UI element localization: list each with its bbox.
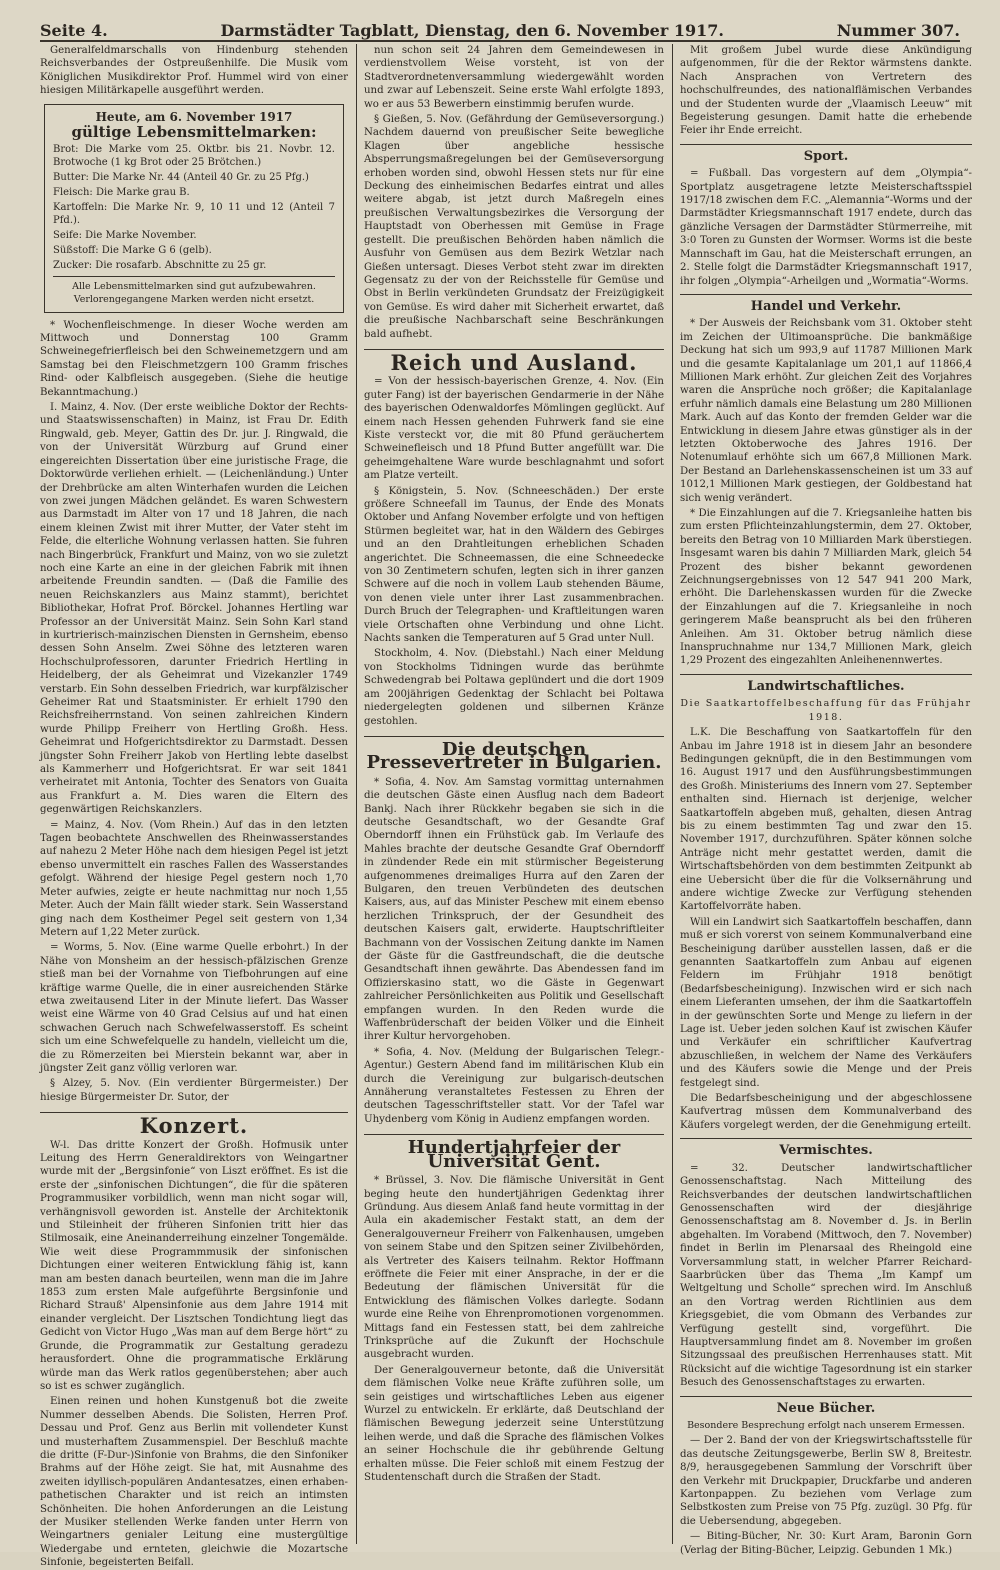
article-text: Mit großem Jubel wurde diese Ankündigung aufgenommen, für die der Rektor wärmstens dankte. Nach Ansprachen von Vertretern des hochschulfreundes, des nationalflämischen Verbandes und der Studenten wurde der „Vlaamisch Leeuw“ mit Begeisterung gesungen. Damit hatte die erhebende Feier ihr Ende erreicht. — [680, 45, 972, 137]
column-3 — [680, 44, 972, 1556]
section-title-sport: Sport. — [680, 144, 972, 163]
box-title: Heute, am 6. November 1917 — [95, 109, 293, 124]
article-text: * Sofia, 4. Nov. (Meldung der Bulgarischen Telegr.-Agentur.) Gestern Abend fand im militärischen Klub ein durch die Vereinigung zur bulgarisch-deutschen Annäherung veranstaltetes Festessen zu Ehren der deutschen Tagesschriftsteller statt. Vor der Tafel war Uhydenberg vom König in Audienz empfangen worden. — [364, 1046, 664, 1125]
ration-card-box — [44, 104, 344, 313]
section-title-konzert: Konzert. — [40, 1112, 348, 1132]
column-rule — [672, 44, 673, 1544]
box-subtitle: gültige Lebensmittelmarken: — [71, 122, 317, 141]
article-text: = Mainz, 4. Nov. (Vom Rhein.) Auf das in den letzten Tagen beobachtete Anschwellen des Rheinwasserstandes auf nahezu 2 Meter Höhe nach dem hiesigen Pegel ist jetzt ebenso unvermittelt ein rasches Fallen des Wasserstandes gefolgt. Während der hiesige Pegel gestern noch 1,70 Meter aufwies, zeigte er heute nachmittag nur noch 1,55 Meter. Auch der Main fällt wieder stark. Sein Wasserstand ging nach dem Kostheimer Pegel seit gestern von 1,34 Metern auf 1,22 Meter zurück. — [40, 819, 348, 938]
article-text: = Von der hessisch-bayerischen Grenze, 4. Nov. (Ein guter Fang) ist der bayerischen Gendarmerie in der Nähe des bayerischen Odenwaldorfes Mömlingen geglückt. Auf einem nach Hessen gehenden Fuhrwerk fand sie eine Kiste versteckt vor, die mit 80 Pfund geräuchertem Schweinefleisch und 18 Pfund Butter angefüllt war. Die geheimgehaltene Ware wurde beschlagnahmt und sofort am Platze verteilt. — [364, 376, 664, 482]
section-title-vermischtes: Vermischtes. — [680, 1138, 972, 1157]
section-title-reich: Reich und Ausland. — [364, 349, 664, 369]
article-text: Die Bedarfsbescheinigung und der abgeschlossene Kaufvertrag müssen dem Kommunalverband des Käufers vorgelegt werden, der die Genehmigung erteilt. — [680, 1093, 972, 1131]
ration-row: Seife: Die Marke November. — [53, 229, 197, 241]
ration-row: Kartoffeln: Die Marke Nr. 9, 10 11 und 12 (Anteil 7 Pfd.). — [53, 201, 335, 226]
article-text: — Der 2. Band der von der Kriegswirtschaftsstelle für das deutsche Zeitungsgewerbe, Berlin SW 8, Breitestr. 8/9, herausgegebenen Sammlung der Vorschrift über den Verkehr mit Druckpapier, Druckfarbe und anderen Kartonpappen. Zu beziehen vom Verlage zum Selbstkosten zum Preise von 75 Pfg. zuzügl. 30 Pfg. für die Uebersendung, abgegeben. — [680, 1435, 972, 1527]
ration-row: Süßstoff: Die Marke G 6 (gelb). — [53, 244, 212, 256]
section-title-gent: Hundertjahrfeier der Universität Gent. — [364, 1134, 664, 1168]
article-text: § Gießen, 5. Nov. (Gefährdung der Gemüseversorgung.) Nachdem dauernd von preußischer Seite bewegliche Klagen über angebliche hessische Absperrungsmaßregelungen bei der Gemüseversorgung erhoben worden sind, obwohl Hessen stets nur für eine Deckung des einheimischen Bedarfes eintrat und alles weitere abgab, ist jetzt durch Maßregeln eines preußischen Verwaltungsbezirkes die Versorgung der Hauptstadt von Oberhessen mit Gemüse in Frage gestellt. Die preußischen Behörden haben nämlich die Ausfuhr von Gemüsen aus dem Bezirk Wetzlar nach Gießen untersagt. Dieses Verbot steht zwar im direkten Gegensatz zu der von der Reichsstelle für Gemüse und Obst in Berlin verkündeten Grundsatz der Freizügigkeit von Gemüse. Es wird daher mit Sicherheit erwartet, daß die preußische Nachbarschaft seine Beschränkungen bald aufhebt. — [364, 114, 664, 340]
article-text: Stockholm, 4. Nov. (Diebstahl.) Nach einer Meldung von Stockholms Tidningen wurde das berühmte Schwedengrab bei Poltawa geplündert und die dort 1909 am 200jährigen Gedenktag der Schlacht bei Poltawa niedergelegten goldenen und silbernen Kränze gestohlen. — [364, 648, 664, 727]
article-text: * Sofia, 4. Nov. Am Samstag vormittag unternahmen die deutschen Gäste einen Ausflug nach dem Badeort Bankj. Nach ihrer Rückkehr begaben sie sich in die deutsche Gesandtschaft, wo der Gesandte Graf Oberndorff ihnen ein Frühstück gab. Im Verlaufe des Mahles brachte der deutsche Gesandte Graf Oberndorff in zündender Rede ein mit stürmischer Begeisterung aufgenommenes dreimaliges Hurra auf den Zaren der Bulgaren, den treuen Verbündeten des deutschen Kaisers, aus, auf das Minister Peschew mit einem ebenso herzlichen Trinkspruch, der der Gesundheit des deutschen Kaisers galt, erwiderte. Hauptschriftleiter Bachmann von der Vossischen Zeitung dankte im Namen der Gäste für die Gastfreundschaft, die die deutsche Gesandtschaft ihnen gewährte. Das Abendessen fand im Offizierskasino statt, wo die Gäste in Gegenwart zahlreicher Persönlichkeiten aus Politik und Gesellschaft empfangen wurden. In den Reden wurde die Waffenbrüderschaft der beiden Völker und die Einheit ihrer Kultur hervorgehoben. — [364, 776, 664, 1043]
article-text: Der Generalgouverneur betonte, daß die Universität dem flämischen Volke neue Kräfte zuführen solle, um sein geistiges und wirtschaftliches Leben aus eigener Wurzel zu entwickeln. Er erklärte, daß Deutschland der flämischen Bewegung jederzeit seine Unterstützung leihen werde, und daß die Sprache des flämischen Volkes an seiner Hochschule die ihr gebührende Geltung erhalten müsse. Die Feier schloß mit einem Festzug der Studentenschaft durch die Straßen der Stadt. — [364, 1364, 664, 1484]
issue-number: Nummer 307. — [836, 21, 960, 40]
article-text: = 32. Deutscher landwirtschaftlicher Genossenschaftstag. Nach Mitteilung des Reichsverbandes der deutschen landwirtschaftlichen Genossenschaften wird der diesjährige Genossenschaftstag am 8. November d. Js. in Berlin abgehalten. Im Vorabend (Mittwoch, den 7. November) findet in Berlin im Plenarsaal des Rheingold eine Vorversammlung statt, in welcher Pfarrer Reichard-Saarbrücken über das Thema „Im Kampf um Weltgeltung und Scholle“ sprechen wird. Im Anschluß an den Vortrag werden Richtlinien aus dem Kriegsgebiet, die vom Obmann des Verbandes zur Verfügung gestellt sind, vorgeführt. Die Hauptversammlung findet am 8. November im großen Sitzungssaal des preußischen Herrenhauses statt. Mit Rücksicht auf die wichtige Tagesordnung ist ein starker Besuch des Genossenschaftstages zu erwarten. — [680, 1162, 972, 1389]
section-title-buecher: Neue Bücher. — [680, 1396, 972, 1415]
ration-row: Brot: Die Marke vom 25. Oktbr. bis 21. Novbr. 12. Brotwoche (1 kg Brot oder 25 Brötchen.) — [53, 143, 335, 168]
page-number: Seite 4. — [40, 21, 108, 40]
section-title-handel: Handel und Verkehr. — [680, 294, 972, 313]
article-text: Will ein Landwirt sich Saatkartoffeln beschaffen, dann muß er sich vorerst von seinem Kommunalverband eine Bescheinigung darüber ausstellen lassen, daß er die genannten Saatkartoffeln zum Anbau auf eigenen Feldern im Frühjahr 1918 benötigt (Bedarfsbescheinigung). Inzwischen wird er sich nach einem Lieferanten umsehen, der ihm die Saatkartoffeln in der gewünschten Sorte und Menge zu liefern in der Lage ist. Ueber jeden solchen Kauf ist zwischen Käufer und Verkäufer ein schriftlicher Kaufvertrag abzuschließen, in welchem der Name des Verkäufers und des Käufers sowie die Menge und der Preis festgelegt sind. — [680, 916, 972, 1089]
column-1 — [40, 44, 348, 1569]
ration-row: Butter: Die Marke Nr. 44 (Anteil 40 Gr. zu 25 Pfg.) — [53, 171, 309, 183]
ration-row: Fleisch: Die Marke grau B. — [53, 186, 190, 198]
article-text: * Der Ausweis der Reichsbank vom 31. Oktober steht im Zeichen der Ultimoansprüche. Die bankmäßige Deckung hat sich um 993,9 auf 11787 Millionen Mark und die gesamte Kapitalanlage um 201,1 auf 11866,4 Millionen Mark erhöht. Zur gleichen Zeit des Vorjahres waren die Ansprüche noch größer; die Kapitalanlage erfuhr nämlich damals eine Belastung um 280 Millionen Mark. Auch auf das Konto der fremden Gelder war die Entwicklung in diesem Jahre etwas günstiger als in der letzten Oktoberwoche des Jahres 1916. Der Notenumlauf erhöhte sich um 667,8 Millionen Mark. Der Bestand an Darlehenskassenscheinen ist um 33 auf 1012,1 Millionen Mark gestiegen, der Goldbestand hat sich wenig verändert. — [680, 318, 972, 504]
article-text: Einen reinen und hohen Kunstgenuß bot die zweite Nummer desselben Abends. Die Solisten, Herren Prof. Dessau und Prof. Genz aus Berlin mit vollendeter Kunst und musterhaftem Zusammenspiel. Der Beschluß machte die dritte (F-Dur-)Sinfonie von Brahms, die den Sinfoniker Brahms auf der Höhe zeigt. Sie hat, mit Ausnahme des zweiten idyllisch-populären Andantesatzes, einen erhaben-pathetischen Charakter und ist reich an intimsten Schönheiten. Die hohen Anforderungen an die Leistung der Musiker stellenden Werke fanden unter Herrn von Weingartners genialer Leitung eine mustergültige Wiedergabe und ernteten, gleichwie die Mozartsche Sinfonie, begeisterten Beifall. — [40, 1396, 348, 1569]
article-text: * Brüssel, 3. Nov. Die flämische Universität in Gent beging heute den hundertjährigen Gedenktag ihrer Gründung. Aus diesem Anlaß fand heute vormittag in der Aula ein akademischer Festakt statt, an dem der Generalgouverneur Freiherr von Falkenhausen, umgeben von seinem Stabe und den Spitzen seiner Zivilbehörden, als Vertreter des Kaisers teilnahm. Rektor Hoffmann eröffnete die Feier mit einer Ansprache, in der er die Bedeutung der flämischen Universität für die Entwicklung des flämischen Volkes darlegte. Sodann wurde eine Reihe von Ehrenpromotionen vorgenommen. Mittags fand ein Festessen statt, bei dem zahlreiche Trinksprüche auf die Zukunft der Hochschule ausgebracht wurden. — [364, 1175, 664, 1361]
page-header — [40, 14, 960, 42]
article-text: § Königstein, 5. Nov. (Schneeschäden.) Der erste größere Schneefall im Taunus, der Ende des Monats Oktober und Anfang November erfolgte und von heftigen Stürmen begleitet war, hat in den Wäldern des Gebirges und an den Drahtleitungen erheblichen Schaden angerichtet. Die Schneemassen, die eine Schneedecke von 30 Zentimetern schufen, legten sich in ihrer ganzen Schwere auf die noch in vollem Laub stehenden Bäume, von denen viele unter ihrer Last zusammenbrachen. Durch Bruch der Telegraphen- und Kraftleitungen waren viele Ortschaften ohne Verbindung und ohne Licht. Nachts sanken die Temperaturen auf 5 Grad unter Null. — [364, 485, 664, 645]
box-note: Alle Lebensmittelmarken sind gut aufzubewahren. Verlorengegangene Marken werden nicht ersetzt. — [53, 276, 335, 306]
article-text: L.K. Die Beschaffung von Saatkartoffeln für den Anbau im Jahre 1918 ist in diesem Jahr an besondere Bedingungen geknüpft, die in den Bestimmungen vom 16. August 1917 und den Ausführungsbestimmungen des Großh. Ministeriums des Innern vom 27. September enthalten sind. Hiernach ist derjenige, welcher Saatkartoffeln abgeben muß, gehalten, diesen Antrag bis zu einem bestimmten Tag und zwar den 15. November 1917, durchzuführen. Später können solche Anträge nicht mehr gestattet werden, damit die Wirtschaftsbehörden von dem bestimmten Zeitpunkt ab eine Uebersicht über die für die Volksernährung und andere wichtige Zwecke zur Verfügung stehenden Kartoffelvorräte haben. — [680, 727, 972, 913]
article-text: = Fußball. Das vorgestern auf dem „Olympia“-Sportplatz ausgetragene letzte Meisterschaftsspiel 1917/18 zwischen dem F.C. „Alemannia“-Worms und der Darmstädter Kriegsmannschaft 1917 endete, durch das gänzliche Versagen der Darmstädter Stürmerreihe, mit 3:0 Toren zu Gunsten der Wormser. Worms ist die beste Mannschaft im Gau, hat die Meisterschaft errungen, an 2. Stelle folgt die Darmstädter Kriegsmannschaft 1917, ihr folgen „Olympia“-Arheilgen und „Wormatia“-Worms. — [680, 168, 972, 287]
article-text: = Worms, 5. Nov. (Eine warme Quelle erbohrt.) In der Nähe von Monsheim an der hessisch-pfälzischen Grenze stieß man bei der Vornahme von Tiefbohrungen auf eine kräftige warme Quelle, die in einer ausreichenden Stärke etwa zweitausend Liter in der Minute liefert. Das Wasser weist eine Wärme von 40 Grad Celsius auf und hat einen schwachen Geruch nach Schwefelwasserstoff. Es scheint sich um eine Schwefelquelle zu handeln, vielleicht um die, die zu Römerzeiten bei Mierstein bekannt war, aber in jüngster Zeit ganz völlig verloren war. — [40, 942, 348, 1074]
column-rule — [356, 44, 357, 1544]
section-subtitle: Die Saatkartoffelbeschaffung für das Frühjahr 1918. — [680, 698, 972, 723]
column-2 — [364, 44, 664, 1544]
ration-row: Zucker: Die rosafarb. Abschnitte zu 25 gr. — [53, 259, 267, 271]
masthead: Darmstädter Tagblatt, Dienstag, den 6. November 1917. — [220, 21, 724, 40]
section-title-presse: Die deutschen Pressevertreter in Bulgarien. — [364, 736, 664, 770]
article-text: W-l. Das dritte Konzert der Großh. Hofmusik unter Leitung des Herrn Generaldirektors von Weingartner wurde mit der „Bergsinfonie“ von Liszt eröffnet. Es ist die erste der „sinfonischen Dichtungen“, die für die späteren Programmusiker vorbildlich, wenn man nicht sogar will, verhängnisvoll geworden ist. Anstelle der Architektonik und Stileinheit der früheren Sinfonien tritt hier das Stilmosaik, eine Aneinanderreihung einzelner Tongemälde. Wie weit diese Programmmusik der sinfonischen Dichtungen einer weiteren Entwicklung fähig ist, kann man am besten danach beurteilen, wenn man die im Jahre 1853 zum ersten Male aufgeführte Bergsinfonie und Richard Strauß' Alpensinfonie aus dem Jahre 1914 mit einander vergleicht. Der Lisztschen Tondichtung liegt das Gedicht von Victor Hugo „Was man auf dem Berge hört“ zu Grunde, die Programmatik zur Gestaltung geradezu herausfordert. Ohne die programmatische Erklärung würde man das Werk ratlos gegenüberstehen; aber auch so ist es schwer zugänglich. — [40, 1139, 348, 1392]
article-text: nun schon seit 24 Jahren dem Gemeindewesen in verdienstvollem Weise vorsteht, ist von der Stadtverordnetenversammlung wiedergewählt worden und zwar auf Lebenszeit. Seine erste Wahl erfolgte 1893, wo er aus 53 Bewerbern einstimmig berufen wurde. — [364, 45, 664, 110]
article-text: * Die Einzahlungen auf die 7. Kriegsanleihe hatten bis zum ersten Pflichteinzahlungstermin, dem 27. Oktober, bereits den Betrag von 10 Milliarden Mark überstiegen. Insgesamt waren bis dahin 7 Milliarden Mark, gleich 54 Prozent des bisher bekannt gewordenen Zeichnungsergebnisses von 12 547 941 200 Mark, erhöht. Die Darlehenskassen wurden für die Zwecke der Einzahlungen auf die 7. Kriegsanleihe in noch geringerem Maße beansprucht als bei den früheren Anleihen. Am 31. Oktober betrug nämlich diese Inanspruchnahme nur 134,7 Millionen Mark, gleich 1,29 Prozent des eingezahlten Anleihenennwertes. — [680, 508, 972, 667]
article-text: — Biting-Bücher, Nr. 30: Kurt Aram, Baronin Gorn (Verlag der Biting-Bücher, Leipzig. Gebunden 1 Mk.) — [680, 1531, 972, 1556]
article-text: I. Mainz, 4. Nov. (Der erste weibliche Doktor der Rechts- und Staatswissenschaften) in Mainz, ist Frau Dr. Edith Ringwald, geb. Meyer, Gattin des Dr. jur. J. Ringwald, die von der Universität Würzburg auf Grund einer eingereichten Dissertation über eine juristische Frage, die Doktorwürde verliehen erhielt. — (Leichenländung.) Unter der Drehbrücke am alten Winterhafen wurden die Leichen von zwei jungen Mädchen geländet. Es waren Schwestern aus Darmstadt im Alter von 17 und 18 Jahren, die nach einem kleinen Zwist mit ihrer Mutter, der Vater steht im Felde, die elterliche Wohnung verlassen hatten. Sie fuhren nach Bingerbrück, Frankfurt und Mainz, von wo sie zuletzt noch eine Karte an eine in der gleichen Fabrik mit ihnen arbeitende Freundin sandten. — (Daß die Familie des neuen Reichskanzlers aus Mainz stammt), berichtet Bibliothekar, Hofrat Prof. Börckel. Johannes Hertling war Professor an der Universität Mainz. Sein Sohn Karl stand in kurtrierisch-mainzischen Diensten in Gernsheim, ebenso dessen Sohn Anselm. Zwei Söhne des letzteren waren Hochschulprofessoren, darunter Friedrich Hertling in Heidelberg, der als Geheimrat und Vizekanzler 1749 verstarb. Ein Sohn desselben Friedrich, war kurpfälzischer Geheimer Rat und Staatsminister. Er erhielt 1790 den Reichsfreiherrnstand. Von seinen zahlreichen Kindern wurde Philipp Freiherr von Hertling Großh. Hess. Geheimrat und Hofgerichtsdirektor zu Darmstadt. Dessen jüngster Sohn Freiherr Jakob von Hertling lebte daselbst als Kammerherr und Hofgerichtsrat. Er war seit 1841 verheiratet mit Antonia, Tochter des Senators von Guaita aus Frankfurt a. M. Dies waren die Eltern des gegenwärtigen Reichskanzlers. — [40, 402, 348, 816]
article-text: * Wochenfleischmenge. In dieser Woche werden am Mittwoch und Donnerstag 100 Gramm Schweinegefrierfleisch bei den Schweinemetzgern und am Samstag bei den Fleischmetzgern 100 Gramm frisches Rind- oder Kalbfleisch ausgegeben. (Siehe die heutige Bekanntmachung.) — [40, 319, 348, 398]
section-note: Besondere Besprechung erfolgt nach unserem Ermessen. — [687, 1420, 965, 1431]
section-title-landwirtschaft: Landwirtschaftliches. — [680, 674, 972, 693]
article-text: Generalfeldmarschalls von Hindenburg stehenden Reichsverbandes der Ostpreußenhilfe. Die Musik vom Königlichen Musikdirektor Prof. Hummel wird von einer hiesigen Militärkapelle ausgeführt werden. — [40, 45, 348, 97]
article-text: § Alzey, 5. Nov. (Ein verdienter Bürgermeister.) Der hiesige Bürgermeister Dr. Sutor, der — [40, 1078, 348, 1103]
